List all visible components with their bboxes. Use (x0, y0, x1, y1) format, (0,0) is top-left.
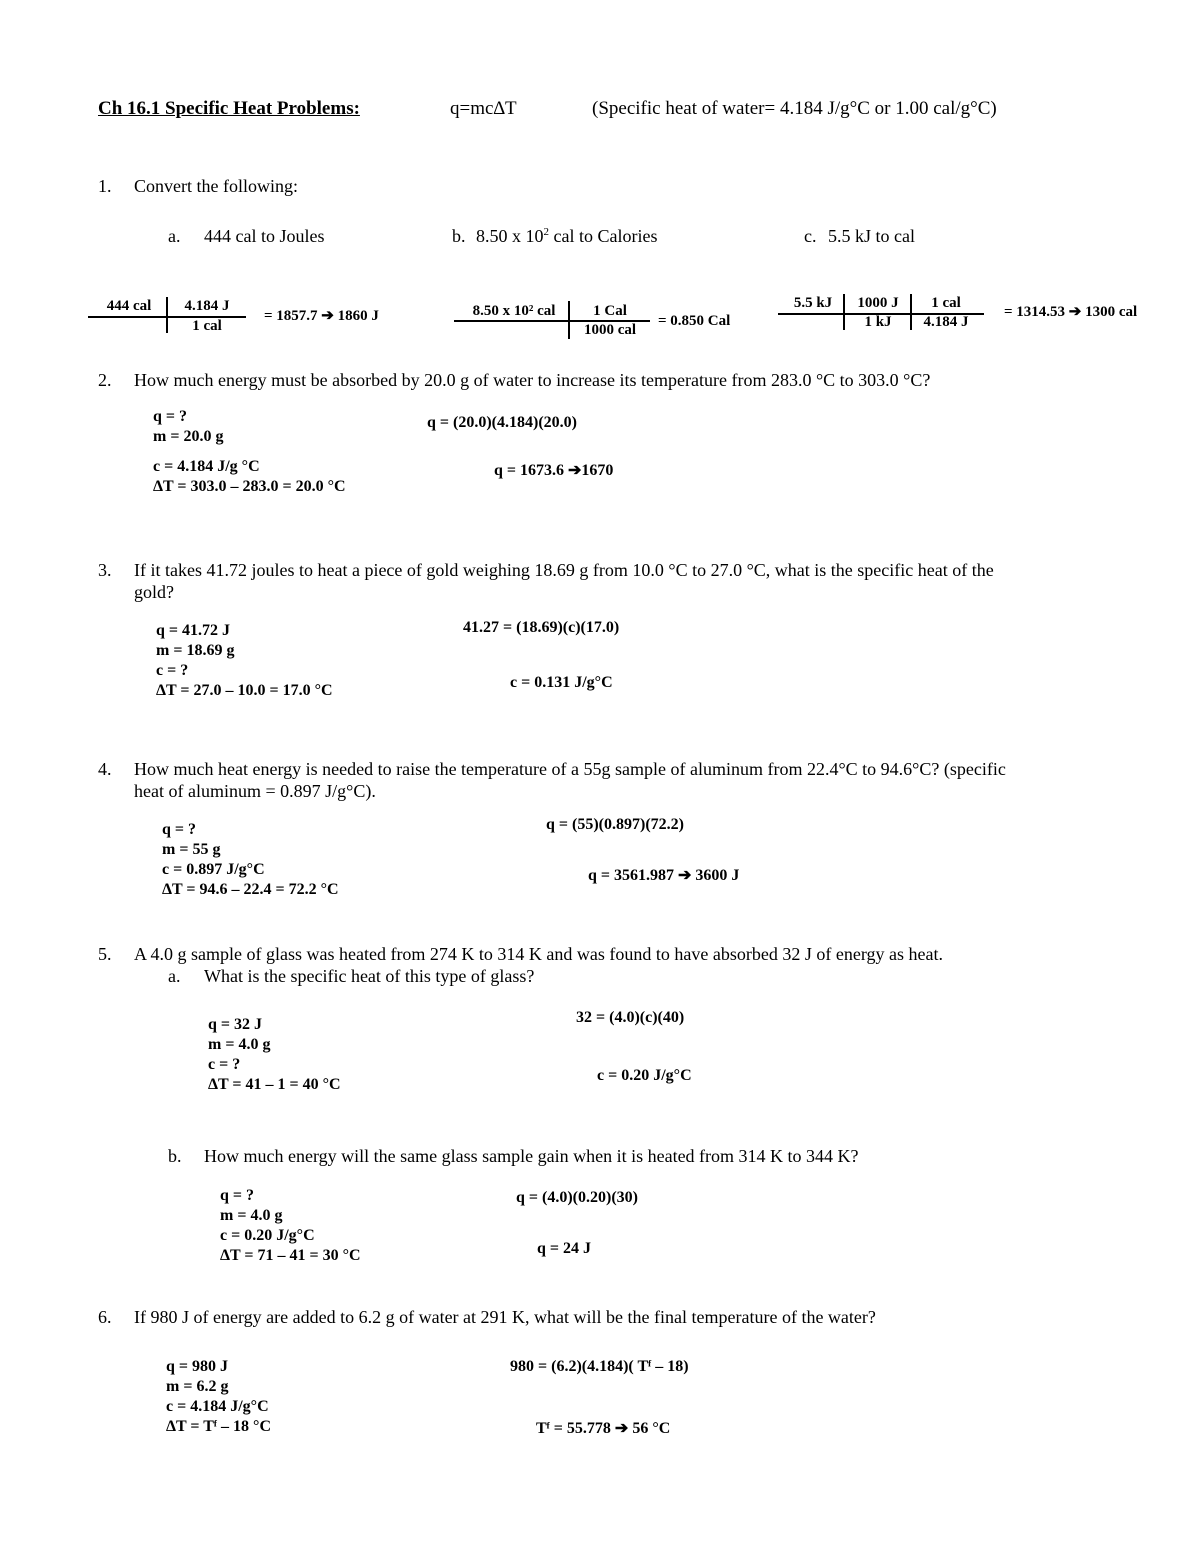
q5b-label: b. (168, 1146, 182, 1166)
q2-answer: q = 1673.6 ➔1670 (494, 462, 614, 479)
q6-work-equation: 980 = (6.2)(4.184)( Tᶠ – 18) (510, 1358, 689, 1375)
q1c-top1: 5.5 kJ (793, 295, 833, 311)
q5b-given-dt: ΔT = 71 – 41 = 30 °C (220, 1247, 361, 1264)
q1b-text-post: cal to Calories (549, 226, 658, 246)
q1b-divider (568, 301, 570, 339)
q4-given-m: m = 55 g (162, 841, 221, 858)
q1b-text (476, 226, 657, 247)
q3-number: 3. (98, 560, 112, 580)
q1c-bottom3: 4.184 J (923, 314, 969, 330)
page-title (98, 98, 360, 120)
q5b-work-equation: q = (4.0)(0.20)(30) (516, 1189, 638, 1206)
q2-given-c: c = 4.184 J/g °C (153, 458, 260, 475)
q6-given-dt: ΔT = Tᶠ – 18 °C (166, 1418, 271, 1435)
q5b-given-q: q = ? (220, 1187, 255, 1204)
q1c-label: c. (804, 226, 817, 246)
q1b-text-pre: 8.50 x 10 (476, 226, 544, 246)
q4-given-c: c = 0.897 J/g°C (162, 861, 265, 878)
q5a-given-q: q = 32 J (208, 1016, 263, 1033)
q1c-divider-1 (843, 294, 845, 330)
q2-text: How much energy must be absorbed by 20.0 g of water to increase its temperature from 283.0 °C to 303.0 °C? (134, 370, 931, 390)
q1c-result: = 1314.53 ➔ 1300 cal (1004, 304, 1138, 320)
q4-given-q: q = ? (162, 821, 197, 838)
q3-given-q: q = 41.72 J (156, 622, 231, 639)
q1b-text-sup: 2 (543, 226, 549, 238)
q3-text-line1: If it takes 41.72 joules to heat a piece of gold weighing 18.69 g from 10.0 °C to 27.0 °C, what is the specific heat of the (134, 560, 994, 580)
q6-given-c: c = 4.184 J/g°C (166, 1398, 269, 1415)
q1a-divider (166, 297, 168, 333)
q5-text: A 4.0 g sample of glass was heated from 274 K to 314 K and was found to have absorbed 32 J of energy as heat. (134, 944, 943, 964)
q4-given-dt: ΔT = 94.6 – 22.4 = 72.2 °C (162, 881, 339, 898)
q4-answer: q = 3561.987 ➔ 3600 J (588, 867, 740, 884)
q5b-answer: q = 24 J (537, 1240, 592, 1257)
q1-number: 1. (98, 176, 112, 196)
q3-text-line2: gold? (134, 582, 174, 602)
q1a-bottom2: 1 cal (192, 318, 222, 334)
q4-number: 4. (98, 759, 112, 779)
q1c-top2: 1000 J (857, 295, 899, 311)
q5b-given-c: c = 0.20 J/g°C (220, 1227, 315, 1244)
q4-text-line2: heat of aluminum = 0.897 J/g°C). (134, 781, 376, 801)
q2-given-dt: ΔT = 303.0 – 283.0 = 20.0 °C (153, 478, 346, 495)
q1a-label: a. (168, 226, 181, 246)
q6-answer: Tᶠ = 55.778 ➔ 56 °C (536, 1420, 671, 1437)
q5a-text: What is the specific heat of this type of glass? (204, 966, 535, 986)
q6-text: If 980 J of energy are added to 6.2 g of water at 291 K, what will be the final temperature of the water? (134, 1307, 876, 1327)
q3-given-c: c = ? (156, 662, 189, 679)
q1a-top2: 4.184 J (184, 298, 230, 314)
q5a-answer: c = 0.20 J/g°C (597, 1067, 692, 1084)
q1c-divider-2 (910, 294, 912, 330)
header-equation: q=mc∆T (450, 98, 517, 119)
q6-given-m: m = 6.2 g (166, 1378, 229, 1395)
q1b-result: = 0.850 Cal (658, 313, 731, 329)
q2-work-equation: q = (20.0)(4.184)(20.0) (427, 414, 577, 431)
q3-answer: c = 0.131 J/g°C (510, 674, 613, 691)
page-title-text: Ch 16.1 Specific Heat Problems: (98, 98, 360, 119)
q5a-label: a. (168, 966, 181, 986)
q3-given-m: m = 18.69 g (156, 642, 235, 659)
q1b-top1: 8.50 x 10² cal (472, 303, 556, 319)
q6-number: 6. (98, 1307, 112, 1327)
q2-number: 2. (98, 370, 112, 390)
q5a-given-dt: ΔT = 41 – 1 = 40 °C (208, 1076, 341, 1093)
q6-given-q: q = 980 J (166, 1358, 229, 1375)
q5a-given-c: c = ? (208, 1056, 241, 1073)
header-note: (Specific heat of water= 4.184 J/g°C or 1.00 cal/g°C) (592, 98, 997, 119)
q1a-top1: 444 cal (106, 298, 152, 314)
q4-text-line1: How much heat energy is needed to raise the temperature of a 55g sample of aluminum from 22.4°C to 94.6°C? (specific (134, 759, 1006, 779)
q1c-bottom2: 1 kJ (864, 314, 892, 330)
q1a-text: 444 cal to Joules (204, 226, 325, 246)
q5a-work-equation: 32 = (4.0)(c)(40) (576, 1009, 685, 1026)
q5b-text: How much energy will the same glass sample gain when it is heated from 314 K to 344 K? (204, 1146, 859, 1166)
q4-work-equation: q = (55)(0.897)(72.2) (546, 816, 684, 833)
q1-text: Convert the following: (134, 176, 298, 196)
q2-given-m: m = 20.0 g (153, 428, 224, 445)
q1b-label: b. (452, 226, 466, 246)
q3-given-dt: ΔT = 27.0 – 10.0 = 17.0 °C (156, 682, 333, 699)
q1b-bottom2: 1000 cal (583, 322, 637, 338)
q1c-text: 5.5 kJ to cal (828, 226, 915, 246)
q1a-result: = 1857.7 ➔ 1860 J (264, 308, 379, 324)
q5-number: 5. (98, 944, 112, 964)
q1b-top2: 1 Cal (593, 303, 627, 319)
q1c-top3: 1 cal (931, 295, 961, 311)
q5a-given-m: m = 4.0 g (208, 1036, 271, 1053)
q3-work-equation: 41.27 = (18.69)(c)(17.0) (463, 619, 620, 636)
q5b-given-m: m = 4.0 g (220, 1207, 283, 1224)
q2-given-q: q = ? (153, 408, 188, 425)
